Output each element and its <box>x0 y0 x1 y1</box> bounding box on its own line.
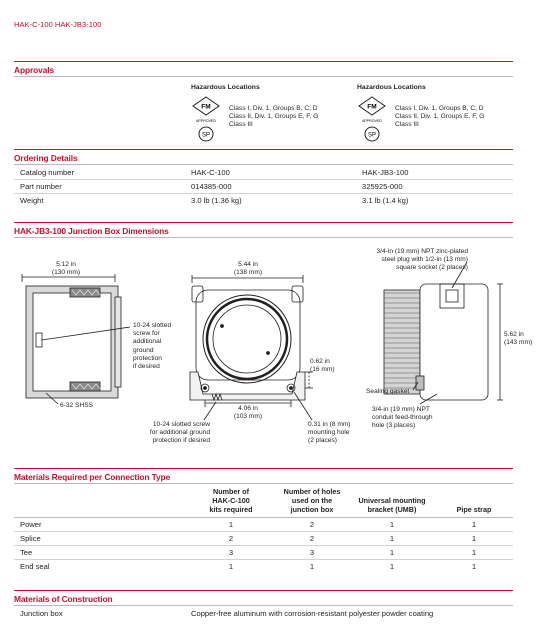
row-cell: 1 <box>471 534 477 543</box>
dim-text: protection <box>133 354 162 362</box>
dim-text: 4.06 in <box>238 405 258 412</box>
dim-text: (143 mm) <box>504 339 533 347</box>
col-head-line: Universal mounting <box>358 496 426 505</box>
row-label: Power <box>20 520 42 529</box>
dim-right-gasket: Sealing gasket <box>366 388 410 395</box>
dim-text: 5.44 in <box>238 261 258 268</box>
dim-right-plug-note <box>336 248 468 273</box>
row-cell: 1 <box>471 562 477 571</box>
col-head-line: Pipe strap <box>456 505 492 514</box>
dim-text: additional <box>133 338 162 346</box>
fm-label: FM <box>201 103 211 111</box>
dim-mid-hole-note <box>308 421 351 446</box>
row-label: Tee <box>20 548 33 557</box>
ordering-cell: 3.0 lb (1.36 kg) <box>191 196 242 205</box>
csa-label: SP <box>367 132 377 139</box>
col-head-line: HAK-C-100 <box>212 496 250 505</box>
construction-value: Copper-free aluminum with corrosion-resistant polyester powder coating <box>191 609 434 618</box>
fm-sub: APPROVED <box>362 119 382 123</box>
col-head-line: used on the <box>291 496 333 505</box>
dim-text: 10-24 slotted <box>133 322 172 329</box>
row-cell: 1 <box>389 562 395 571</box>
row-cell: 3 <box>228 548 234 557</box>
dim-text: 0.62 in <box>310 358 330 365</box>
csa-label: SP <box>201 132 211 139</box>
approval-line: Class I, Div. 1, Groups B, C, D <box>229 105 318 112</box>
row-divider <box>14 531 513 532</box>
row-cell: 1 <box>228 520 234 529</box>
row-cell: 1 <box>389 548 395 557</box>
dim-text: (2 places) <box>308 437 337 445</box>
row-divider <box>14 545 513 546</box>
materials-req-header: Materials Required per Connection Type <box>14 472 171 482</box>
ordering-cell: 014385-000 <box>191 182 232 191</box>
dim-left-screw-note <box>133 322 171 371</box>
doc-title: HAK-C-100 HAK-JB3-100 <box>14 20 102 29</box>
row-cell: 1 <box>228 562 234 571</box>
construction-label: Junction box <box>20 609 63 618</box>
dim-text: 5.62 in <box>504 331 524 338</box>
ordering-cell: HAK-JB3-100 <box>362 168 409 177</box>
col-head-kits <box>196 487 266 514</box>
approval-line: Class II, Div. 1, Groups E, F, G <box>395 113 485 121</box>
ordering-header: Ordering Details <box>14 153 78 163</box>
section-rule <box>14 590 513 591</box>
row-cell: 1 <box>471 520 477 529</box>
dim-right-height <box>504 331 532 347</box>
approval-line: Class II, Div. 1, Groups E, F, G <box>229 113 319 121</box>
dimensions-header: HAK-JB3-100 Junction Box Dimensions <box>14 226 169 236</box>
dim-text: (16 mm) <box>310 366 335 374</box>
col-head-line: Number of <box>213 487 249 496</box>
dim-text: square socket (2 places) <box>396 264 468 272</box>
dim-text: steel plug with 1/2-in (13 mm) <box>381 256 468 264</box>
approval-line: Class I, Div. 1, Groups B, C, D <box>395 105 484 112</box>
row-cell: 2 <box>228 534 234 543</box>
dim-text: (103 mm) <box>233 413 263 421</box>
row-cell: 2 <box>309 520 315 529</box>
dim-text: (138 mm) <box>233 269 263 277</box>
row-label: Splice <box>20 534 41 543</box>
col-head-line: bracket (UMB) <box>367 505 417 514</box>
ordering-cell: 3.1 lb (1.4 kg) <box>362 196 409 205</box>
fm-sub: APPROVED <box>196 119 216 123</box>
construction-header: Materials of Construction <box>14 594 113 604</box>
dim-text: mounting hole <box>308 429 350 437</box>
dim-text: if desired <box>133 363 160 371</box>
approval-line: Class III <box>395 121 419 129</box>
col-head-strap <box>446 505 502 514</box>
ordering-cell: HAK-C-100 <box>191 168 230 177</box>
approval-line: Class III <box>229 121 253 129</box>
dim-mid-width <box>218 261 278 277</box>
col-head-holes <box>276 487 348 514</box>
col-head-line: junction box <box>290 505 334 514</box>
dim-text: hole (3 places) <box>372 422 416 430</box>
dim-mid-screw-note <box>128 421 210 446</box>
row-divider <box>14 517 513 518</box>
dim-left-shss: 6-32 SHSS <box>60 402 93 409</box>
dim-text: protection if desired <box>152 437 210 445</box>
col-head-umb <box>352 496 432 514</box>
dim-mid-height <box>310 358 335 374</box>
approval-heading-2: Hazardous Locations <box>357 84 426 91</box>
dim-text: 0.31 in (8 mm) <box>308 421 351 428</box>
col-head-line: kits required <box>209 505 253 514</box>
approvals-header: Approvals <box>14 65 55 75</box>
dim-text: 3/4-in (19 mm) NPT <box>372 406 430 413</box>
dim-text: conduit feed-through <box>372 414 433 422</box>
dim-text: ground <box>133 346 154 354</box>
row-cell: 1 <box>389 534 395 543</box>
ordering-label: Weight <box>20 196 44 205</box>
dim-text: for additional ground <box>149 429 210 437</box>
dim-text: screw for <box>133 330 160 338</box>
dim-text: 10-24 slotted screw <box>152 421 210 428</box>
section-underline <box>14 605 513 606</box>
approval-heading-1: Hazardous Locations <box>191 84 260 91</box>
ordering-label: Catalog number <box>20 168 75 177</box>
col-head-line: Number of holes <box>283 487 341 496</box>
row-cell: 1 <box>471 548 477 557</box>
row-divider <box>14 559 513 560</box>
dim-text: 5.12 in <box>56 261 76 268</box>
section-underline <box>14 483 513 484</box>
row-cell: 2 <box>309 534 315 543</box>
ordering-cell: 325925-000 <box>362 182 403 191</box>
row-label: End seal <box>20 562 50 571</box>
row-cell: 1 <box>389 520 395 529</box>
dim-text: (130 mm) <box>51 269 81 277</box>
fm-label: FM <box>367 103 377 111</box>
ordering-label: Part number <box>20 182 62 191</box>
row-cell: 3 <box>309 548 315 557</box>
dim-mid-bottom <box>218 405 278 421</box>
section-rule <box>14 468 513 469</box>
dim-text: 3/4-in (19 mm) NPT zinc-plated <box>376 248 468 255</box>
dim-right-feed-note <box>372 406 433 431</box>
row-cell: 1 <box>309 562 315 571</box>
